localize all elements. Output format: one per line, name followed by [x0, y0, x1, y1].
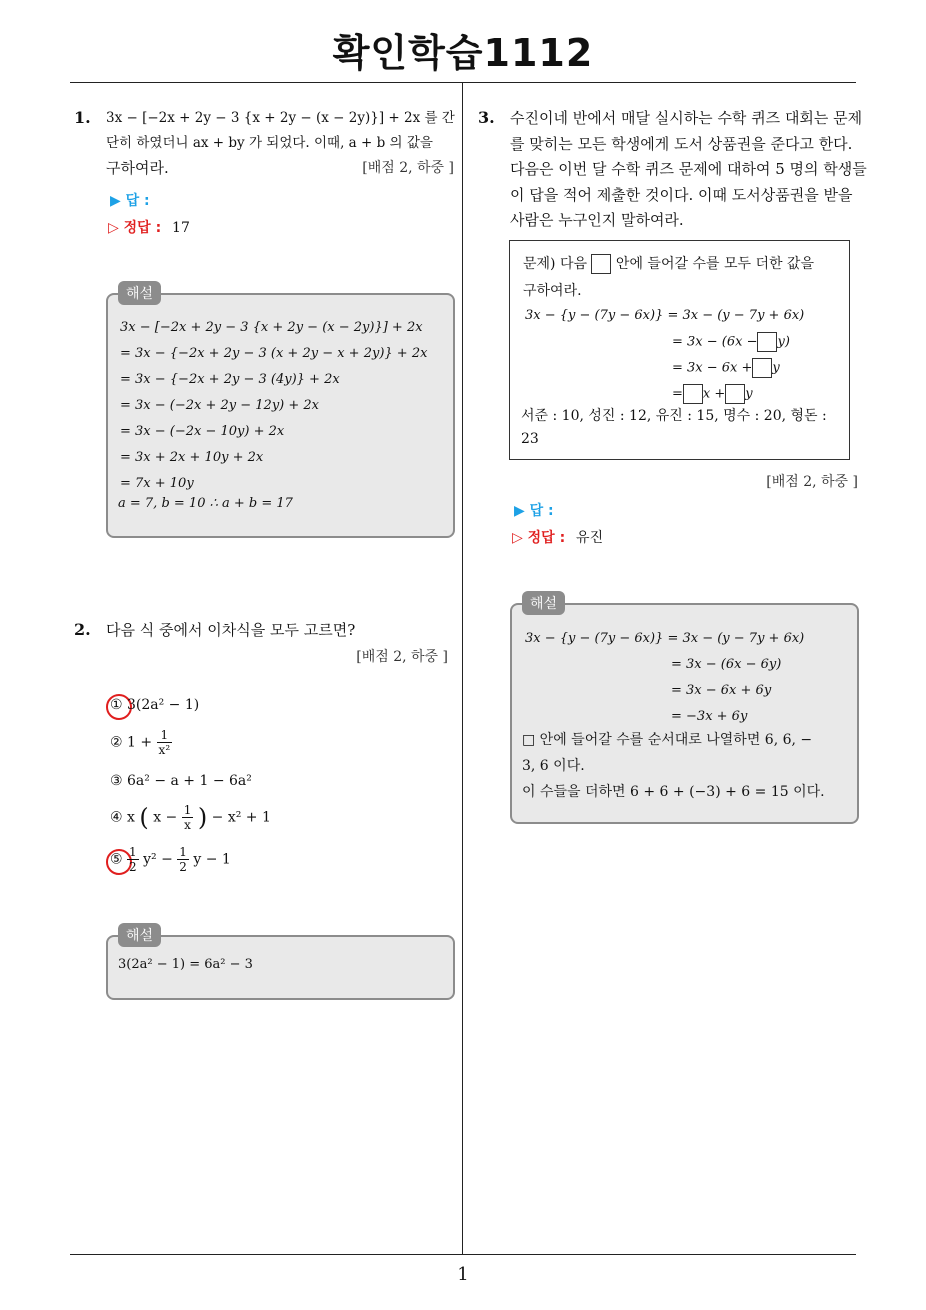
blank-box	[752, 358, 772, 378]
blank-box	[591, 254, 611, 274]
question-3-line: 이 답을 적어 제출한 것이다. 이때 도서상품권을 받을	[510, 185, 853, 204]
page-title: 확인학습1112	[332, 31, 594, 75]
equation-part: y)	[777, 334, 790, 350]
problem-box-line-1	[523, 253, 814, 274]
page-number: 1	[457, 1264, 469, 1285]
fraction-denominator: x²	[158, 743, 171, 757]
fraction-numerator: 1	[129, 845, 137, 859]
fraction-denominator: x	[184, 818, 191, 832]
choice-2-text: ② 1 +	[110, 734, 153, 751]
bottom-divider	[70, 1254, 856, 1255]
problem-equation	[672, 332, 790, 352]
left-paren: (	[139, 803, 149, 832]
student-answers: 서준 : 10, 성진 : 12, 유진 : 15, 명수 : 20, 형돈 :	[521, 408, 827, 424]
problem-text: 문제) 다음	[523, 256, 588, 272]
solution-line: 3(2a² − 1) = 6a² − 3	[118, 957, 253, 972]
choice-5[interactable]	[110, 845, 231, 874]
answer-label: ▶ 답 :	[110, 193, 150, 209]
question-3-line: 다음은 이번 달 수학 퀴즈 문제에 대하여 5 명의 학생들	[510, 160, 867, 178]
fraction	[177, 845, 189, 874]
solution-text: 이 수들을 더하면 6 + 6 + (−3) + 6 = 15 이다.	[522, 784, 825, 800]
solution-text: 3, 6 이다.	[522, 758, 585, 774]
fraction-numerator: 1	[157, 728, 173, 743]
question-1-line-1: 3x − [−2x + 2y − 3 {x + 2y − (x − 2y)}] + 2x 를 간	[106, 110, 455, 126]
question-3-line: 를 맞히는 모든 학생에게 도서 상품권을 준다고 한다.	[510, 134, 853, 153]
choice-2[interactable]	[110, 728, 172, 757]
blank-box	[725, 384, 745, 404]
question-3-line: 수진이네 반에서 매달 실시하는 수학 퀴즈 대회는 문제	[510, 109, 863, 127]
student-answers-cont: 23	[521, 431, 539, 447]
choice-5-mid: y² −	[143, 851, 173, 868]
top-divider	[70, 82, 856, 83]
equation-part: = 3x − (6x −	[672, 334, 758, 350]
answer-label: ▶ 답 :	[514, 503, 554, 519]
fraction	[127, 845, 139, 874]
solution-line: = 3x − {−2x + 2y − 3 (4y)} + 2x	[120, 372, 340, 387]
choice-4[interactable]	[110, 803, 271, 832]
solution-tag: 해설	[522, 591, 565, 615]
fraction-denominator: 2	[179, 860, 187, 874]
question-1-meta: [배점 2, 하중 ]	[362, 160, 454, 176]
choice-4-suffix: − x² + 1	[211, 809, 271, 826]
choice-5-suffix: y − 1	[193, 851, 231, 868]
choice-5-number: ⑤	[110, 851, 123, 868]
choice-3[interactable]: ③ 6a² − a + 1 − 6a²	[110, 773, 252, 789]
solution-line: = 3x − 6x + 6y	[671, 683, 772, 698]
solution-text: □ 안에 들어갈 수를 순서대로 나열하면 6, 6, −	[522, 732, 813, 748]
equation-part: y	[772, 360, 780, 376]
solution-line: = 3x − (6x − 6y)	[671, 657, 782, 672]
solution-tag: 해설	[118, 281, 161, 305]
fraction	[182, 803, 194, 832]
choice-4-inner: x −	[153, 809, 178, 826]
fraction-numerator: 1	[183, 803, 192, 817]
solution-line: = 3x + 2x + 10y + 2x	[120, 450, 264, 465]
question-1-answer-row	[110, 190, 150, 210]
equation-part: =	[672, 386, 683, 402]
solution-line: = 3x − (−2x + 2y − 12y) + 2x	[120, 398, 319, 413]
question-3-line: 사람은 누구인지 말하여라.	[510, 211, 684, 229]
question-1-line-3: 구하여라.	[106, 159, 169, 177]
fraction-denominator: 2	[129, 860, 137, 874]
choice-1[interactable]: ① 3(2a² − 1)	[110, 697, 200, 713]
solution-line: = 3x − {−2x + 2y − 3 (x + 2y − x + 2y)} + 2x	[120, 346, 428, 361]
question-1-text	[106, 106, 456, 181]
blank-box	[683, 384, 703, 404]
solution-line: = 7x + 10y	[120, 476, 194, 491]
solution-line: 3x − {y − (7y − 6x)} = 3x − (y − 7y + 6x)	[525, 631, 805, 646]
question-2-text: 다음 식 중에서 이차식을 모두 고르면?	[106, 621, 356, 639]
question-3-answer-row	[514, 500, 554, 520]
problem-equation: 3x − {y − (7y − 6x)} = 3x − (y − 7y + 6x)	[525, 308, 805, 323]
problem-equation	[672, 384, 753, 404]
correct-value: 17	[172, 220, 190, 236]
right-paren: )	[197, 803, 208, 832]
solution-line: = −3x + 6y	[671, 709, 748, 724]
equation-part: x +	[702, 386, 726, 402]
equation-part: = 3x − 6x +	[672, 360, 753, 376]
question-2-number: 2.	[74, 620, 91, 639]
solution-line: 3x − [−2x + 2y − 3 {x + 2y − (x − 2y)}] + 2x	[120, 320, 423, 335]
problem-box-line-2: 구하여라.	[523, 283, 582, 299]
question-1-number: 1.	[74, 108, 91, 127]
question-3-meta: [배점 2, 하중 ]	[766, 474, 858, 490]
blank-box	[757, 332, 777, 352]
question-2-meta: [배점 2, 하중 ]	[356, 649, 448, 665]
solution-tag: 해설	[118, 923, 161, 947]
correct-label: ▷ 정답 :	[108, 220, 162, 236]
question-3-correct-row	[512, 527, 603, 547]
solution-line: a = 7, b = 10 ∴ a + b = 17	[118, 496, 293, 511]
question-3-number: 3.	[478, 108, 495, 127]
problem-equation	[672, 358, 780, 378]
equation-part: y	[745, 386, 753, 402]
question-1-correct-row	[108, 217, 190, 237]
question-1-line-2: 단히 하였더니 ax + by 가 되었다. 이때, a + b 의 값을	[106, 135, 433, 151]
column-divider	[462, 83, 463, 1255]
question-3-text	[510, 106, 867, 234]
correct-label: ▷ 정답 :	[512, 530, 566, 546]
problem-text: 안에 들어갈 수를 모두 더한 값을	[615, 256, 814, 272]
fraction	[157, 728, 173, 757]
solution-line: = 3x − (−2x − 10y) + 2x	[120, 424, 285, 439]
fraction-numerator: 1	[179, 845, 187, 859]
correct-value: 유진	[576, 530, 604, 546]
choice-4-text: ④ x	[110, 809, 135, 826]
